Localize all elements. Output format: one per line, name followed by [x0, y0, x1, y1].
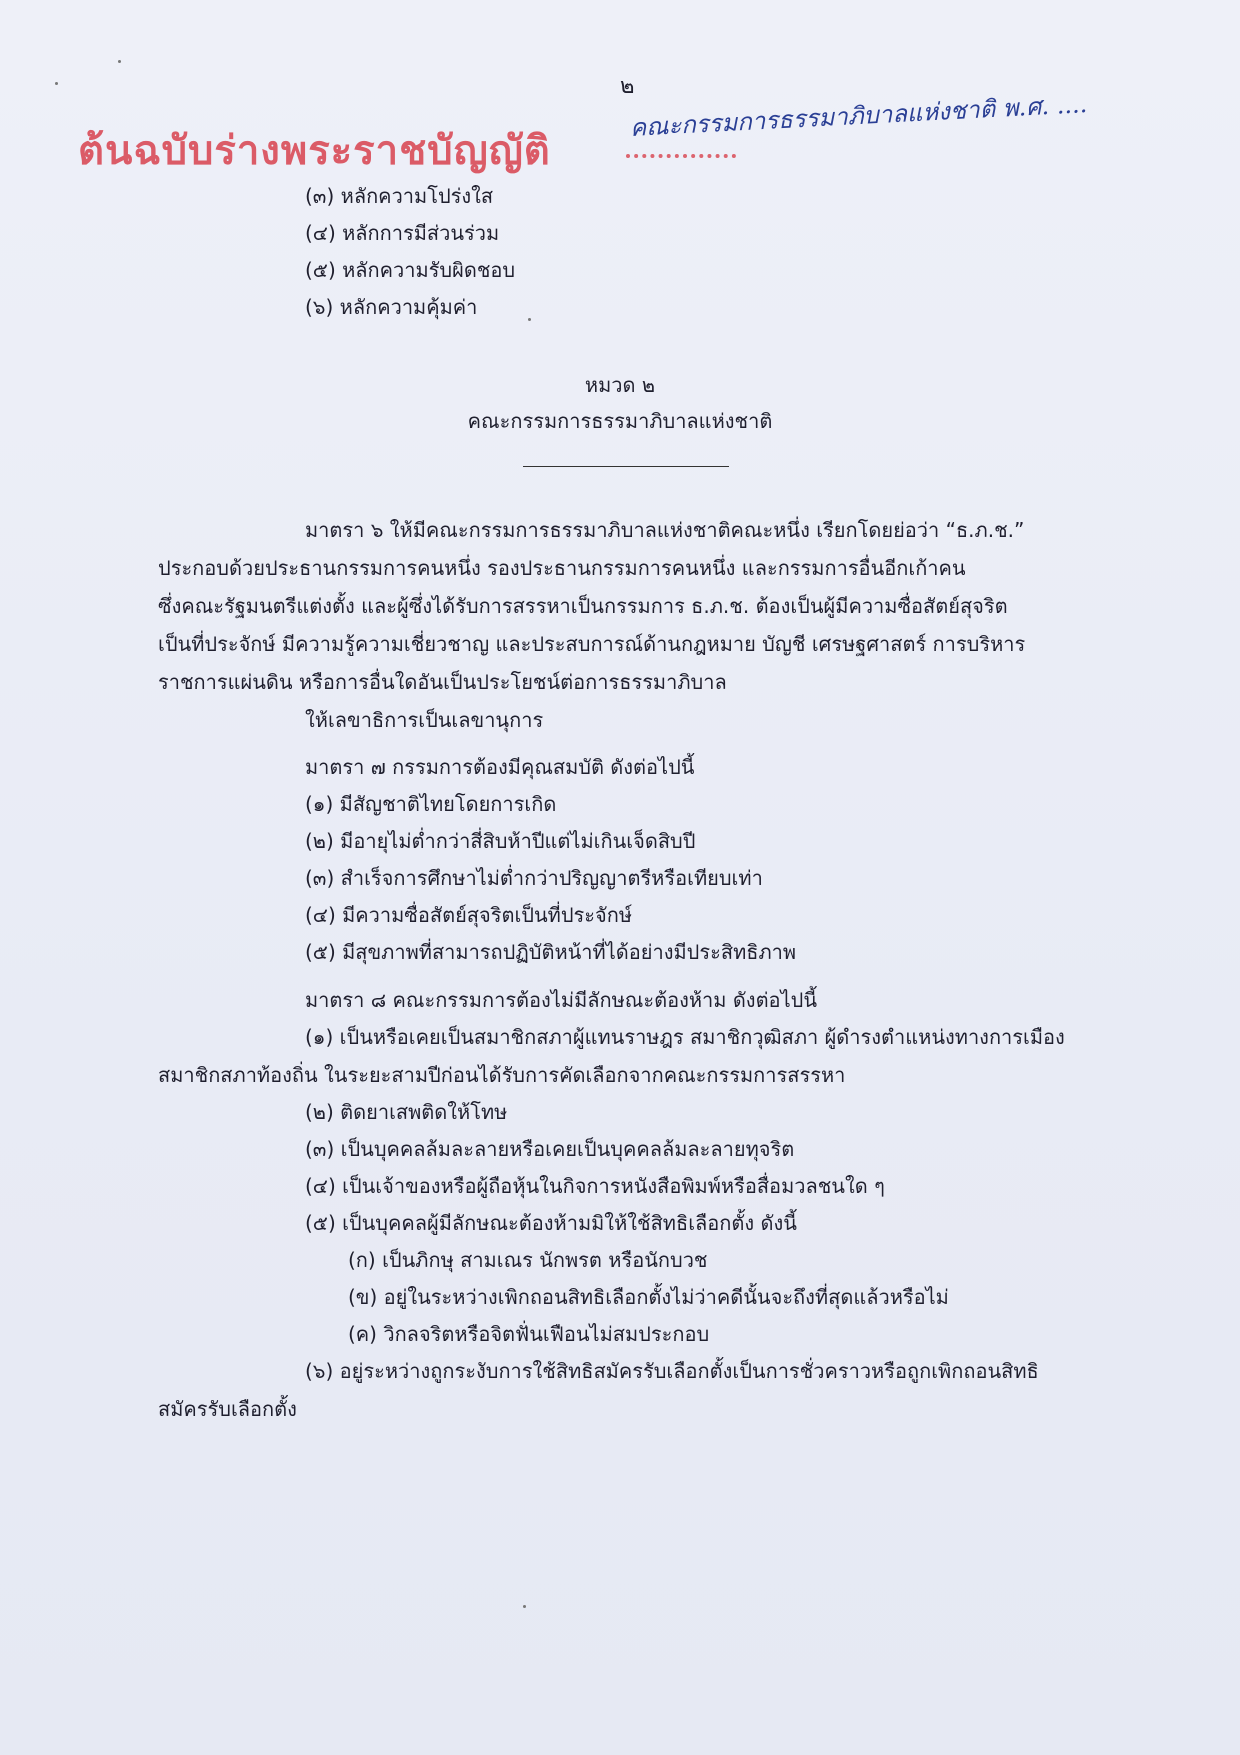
- section-8-item: (๔) เป็นเจ้าของหรือผู้ถือหุ้นในกิจการหนังสือพิมพ์หรือสื่อมวลชนใด ๆ: [305, 1174, 885, 1198]
- section-7-item: (๓) สำเร็จการศึกษาไม่ต่ำกว่าปริญญาตรีหรือเทียบเท่า: [305, 866, 763, 890]
- section-8-item-1-cont: สมาชิกสภาท้องถิ่น ในระยะสามปีก่อนได้รับการคัดเลือกจากคณะกรรมการสรรหา: [158, 1063, 846, 1087]
- section-6-line: มาตรา ๖ ให้มีคณะกรรมการธรรมาภิบาลแห่งชาติคณะหนึ่ง เรียกโดยย่อว่า “ธ.ภ.ช.”: [305, 518, 1025, 542]
- principle-item: (๖) หลักความคุ้มค่า: [305, 295, 478, 319]
- section-7-item: (๒) มีอายุไม่ต่ำกว่าสี่สิบห้าปีแต่ไม่เกินเจ็ดสิบปี: [305, 829, 696, 853]
- scan-speck: [55, 82, 58, 85]
- section-6-line: ราชการแผ่นดิน หรือการอื่นใดอันเป็นประโยชน์ต่อการธรรมาภิบาล: [158, 670, 727, 694]
- principle-item: (๕) หลักความรับผิดชอบ: [305, 258, 516, 282]
- section-6-line: ประกอบด้วยประธานกรรมการคนหนึ่ง รองประธานกรรมการคนหนึ่ง และกรรมการอื่นอีกเก้าคน: [158, 556, 966, 580]
- section-8-item: (๓) เป็นบุคคลล้มละลายหรือเคยเป็นบุคคลล้มละลายทุจริต: [305, 1137, 795, 1161]
- scan-speck: [528, 318, 531, 321]
- section-7-item: (๑) มีสัญชาติไทยโดยการเกิด: [305, 792, 557, 816]
- section-7-item: (๔) มีความซื่อสัตย์สุจริตเป็นที่ประจักษ์: [305, 903, 633, 927]
- scan-speck: [118, 60, 121, 63]
- draft-stamp: ต้นฉบับร่างพระราชบัญญัติ: [78, 128, 551, 174]
- page-number: ๒: [620, 74, 635, 99]
- section-6-line: ซึ่งคณะรัฐมนตรีแต่งตั้ง และผู้ซึ่งได้รับการสรรหาเป็นกรรมการ ธ.ภ.ช. ต้องเป็นผู้มีความซื่อสัตย์สุจริต: [158, 594, 1008, 618]
- section-8-item-6: (๖) อยู่ระหว่างถูกระงับการใช้สิทธิสมัครรับเลือกตั้งเป็นการชั่วคราวหรือถูกเพิกถอนสิทธิ: [305, 1359, 1039, 1383]
- stamp-dotted-line: [626, 150, 736, 158]
- chapter-title: คณะกรรมการธรรมาภิบาลแห่งชาติ: [467, 409, 773, 433]
- section-8-subitem: (ข) อยู่ในระหว่างเพิกถอนสิทธิเลือกตั้งไม่ว่าคดีนั้นจะถึงที่สุดแล้วหรือไม่: [348, 1285, 949, 1309]
- chapter-number: หมวด ๒: [584, 373, 656, 397]
- section-8-subitem: (ค) วิกลจริตหรือจิตฟั่นเฟือนไม่สมประกอบ: [348, 1322, 710, 1346]
- section-6-secretary: ให้เลขาธิการเป็นเลขานุการ: [305, 708, 544, 732]
- principle-item: (๓) หลักความโปร่งใส: [305, 184, 494, 208]
- section-7-heading: มาตรา ๗ กรรมการต้องมีคุณสมบัติ ดังต่อไปนี้: [305, 755, 695, 779]
- section-8-subitem: (ก) เป็นภิกษุ สามเณร นักพรต หรือนักบวช: [348, 1248, 708, 1272]
- section-7-item: (๕) มีสุขภาพที่สามารถปฏิบัติหน้าที่ได้อย่างมีประสิทธิภาพ: [305, 940, 797, 964]
- section-8-item: (๕) เป็นบุคคลผู้มีลักษณะต้องห้ามมิให้ใช้สิทธิเลือกตั้ง ดังนี้: [305, 1211, 797, 1235]
- section-8-item: (๒) ติดยาเสพติดให้โทษ: [305, 1100, 508, 1124]
- handwritten-act-title: คณะกรรมการธรรมาภิบาลแห่งชาติ พ.ศ. ....: [629, 90, 1088, 142]
- scan-speck: [523, 1605, 526, 1608]
- chapter-divider: [523, 466, 729, 467]
- section-8-item-6-cont: สมัครรับเลือกตั้ง: [158, 1397, 297, 1421]
- section-6-line: เป็นที่ประจักษ์ มีความรู้ความเชี่ยวชาญ และประสบการณ์ด้านกฎหมาย บัญชี เศรษฐศาสตร์ การบริหาร: [158, 632, 1026, 656]
- principle-item: (๔) หลักการมีส่วนร่วม: [305, 221, 500, 245]
- section-8-heading: มาตรา ๘ คณะกรรมการต้องไม่มีลักษณะต้องห้าม ดังต่อไปนี้: [305, 988, 817, 1012]
- section-8-item-1: (๑) เป็นหรือเคยเป็นสมาชิกสภาผู้แทนราษฎร สมาชิกวุฒิสภา ผู้ดำรงตำแหน่งทางการเมือง: [305, 1025, 1065, 1049]
